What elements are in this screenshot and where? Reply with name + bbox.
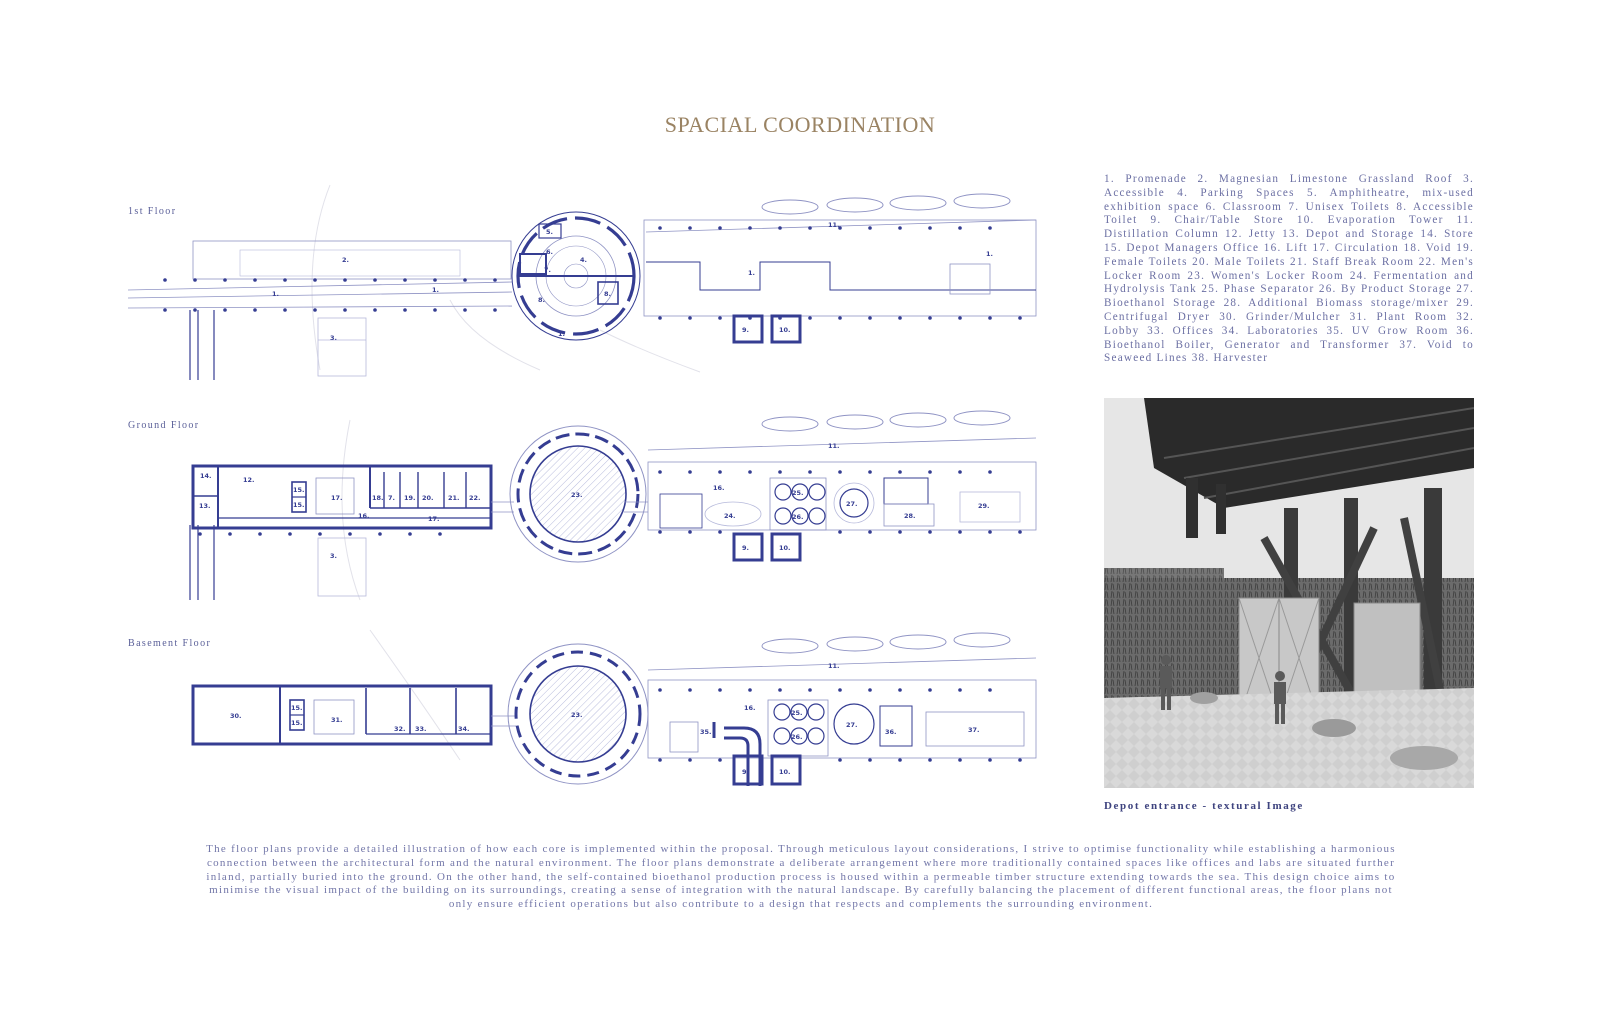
plan-label: 10.	[779, 326, 791, 334]
plan-label: 8.	[538, 296, 545, 304]
plan-label: 3.	[330, 552, 337, 560]
room-legend: 1. Promenade 2. Magnesian Limestone Grassland Roof 3. Accessible 4. Parking Spaces 5. Amphitheatre, mix-used exhibition space 6. Classroom 7. Unisex Toilets 8. Accessible Toilet 9. Chair/Table Store 10. Evaporation Tower 11. Distillation Column 12. Jetty 13. Depot and Storage 14. Store 15. Depot Managers Office 16. Lift 17. Circulation 18. Void 19. Female Toilets 20. Male Toilets 21. Staff Break Room 22. Men's Locker Room 23. Women's Locker Room 24. Fermentation and Hydrolysis Tank 25. Phase Separator 26. By Product Storage 27. Bioethanol Storage 28. Additional Biomass storage/mixer 29. Centrifugal Dryer 30. Grinder/Mulcher 31. Plant Room 32. Lobby 33. Offices 34. Laboratories 35. UV Grow Room 36. Bioethanol Boiler, Generator and Transformer 37. Void to Seaweed Lines 38. Harvester	[1104, 173, 1474, 365]
plan-label: 20.	[422, 494, 434, 502]
plan-label: 31.	[331, 716, 343, 724]
plan-label: 3.	[330, 334, 337, 342]
plan-label: 22.	[469, 494, 481, 502]
plan-label: 15.	[293, 486, 305, 494]
plan-label: 16.	[744, 704, 756, 712]
plan-label: 9.	[742, 768, 749, 776]
plan-label: 36.	[885, 728, 897, 736]
plan-label: 26.	[791, 733, 803, 741]
plan-label: 17.	[331, 494, 343, 502]
plan-label: 2.	[342, 256, 349, 264]
plan-label: 26.	[792, 513, 804, 521]
plan-label: 27.	[846, 500, 858, 508]
plan-label: 21.	[448, 494, 460, 502]
plan-label: 7.	[388, 494, 395, 502]
plan-label: 15.	[293, 501, 305, 509]
plan-label: 9.	[742, 326, 749, 334]
plan-label: 16.	[358, 512, 370, 520]
plan-label: 23.	[571, 491, 583, 499]
depot-entrance-image	[1104, 398, 1474, 788]
plan-label: 15.	[291, 704, 303, 712]
plan-label: 16.	[713, 484, 725, 492]
ground-floor-label: Ground Floor	[128, 420, 200, 431]
plan-label: 32.	[394, 725, 406, 733]
plan-label: 13.	[199, 502, 211, 510]
plan-label: 1.	[432, 286, 439, 294]
photo-caption: Depot entrance - textural Image	[1104, 800, 1304, 812]
plan-label: 33.	[415, 725, 427, 733]
plan-label: 1.	[986, 250, 993, 258]
plan-label: 23.	[571, 711, 583, 719]
plan-label: 37.	[968, 726, 980, 734]
plan-label: 28.	[904, 512, 916, 520]
plan-label: 18.	[372, 494, 384, 502]
plan-label: 25.	[791, 709, 803, 717]
first-floor-plan	[128, 185, 1036, 380]
plan-label: 1.	[272, 290, 279, 298]
plan-label: 25.	[792, 489, 804, 497]
plan-label: 11.	[828, 442, 840, 450]
plan-label: 1.	[748, 269, 755, 277]
ground-floor-plan	[190, 411, 1036, 600]
plan-label: 1.	[558, 330, 565, 338]
basement-floor-plan	[193, 630, 1036, 786]
plan-label: 19.	[404, 494, 416, 502]
plan-label: 17.	[428, 515, 440, 523]
plan-label: 27.	[846, 721, 858, 729]
basement-floor-label: Basement Floor	[128, 638, 212, 649]
plan-label: 29.	[978, 502, 990, 510]
plan-label: 34.	[458, 725, 470, 733]
first-floor-label: 1st Floor	[128, 206, 177, 217]
page-title: SPACIAL COORDINATION	[664, 112, 936, 137]
plan-label: 24.	[724, 512, 736, 520]
plan-label: 9.	[742, 544, 749, 552]
plan-label: 12.	[243, 476, 255, 484]
plan-label: 8.	[604, 290, 611, 298]
plan-label: 7.	[544, 266, 551, 274]
plan-label: 5.	[546, 228, 553, 236]
plan-label: 11.	[828, 221, 840, 229]
plan-label: 35.	[700, 728, 712, 736]
plan-label: 10.	[779, 768, 791, 776]
plan-label: 15.	[291, 719, 303, 727]
description-paragraph: The floor plans provide a detailed illustration of how each core is implemented within the proposal. Through meticulous layout considerations, I strive to optimise functionality while establishing a harmonious connection between the architectural form and the natural environment. The floor plans demonstrate a deliberate arrangement where more traditionally contained spaces like offices and labs are situated further inland, partially buried into the ground. On the other hand, the self-contained bioethanol production process is housed within a permeable timber structure extending towards the sea. This design choice aims to minimise the visual impact of the building on its surroundings, creating a sense of integration with the natural landscape. By carefully balancing the placement of different functional areas, the floor plans not only ensure efficient operations but also contribute to a design that respects and complements the surrounding environment.	[206, 843, 1396, 911]
plan-label: 10.	[779, 544, 791, 552]
plan-label: 6.	[546, 248, 553, 256]
plan-label: 30.	[230, 712, 242, 720]
plan-label: 4.	[580, 256, 587, 264]
plan-label: 11.	[828, 662, 840, 670]
plan-label: 14.	[200, 472, 212, 480]
